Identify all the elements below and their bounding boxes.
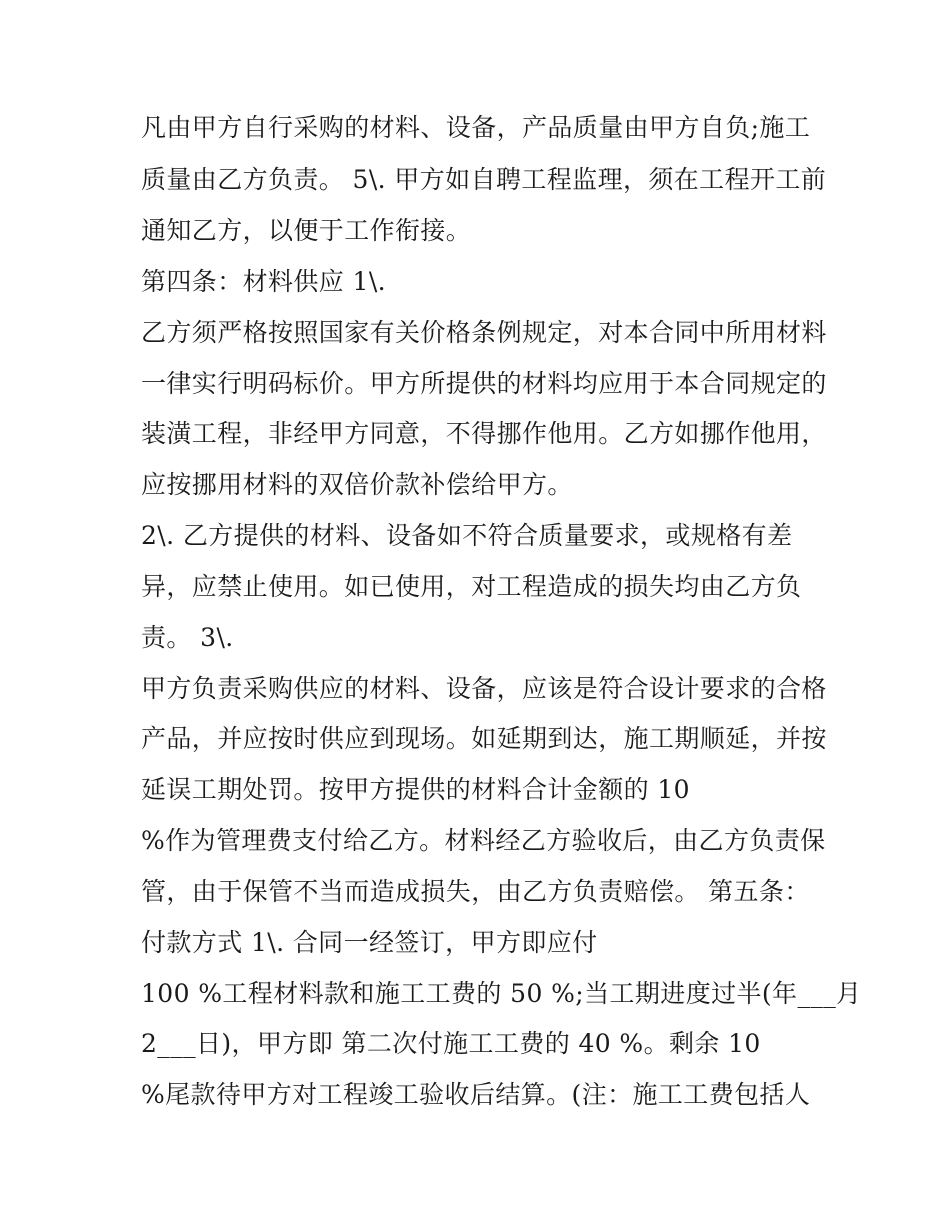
text-line: 产品，并应按时供应到现场。如延期到达，施工期顺延，并按 — [141, 724, 827, 753]
text-line: 管，由于保管不当而造成损失，由乙方负责赔偿。 第五条： — [141, 877, 810, 906]
text-line: 100 %工程材料款和施工工费的 50 %;当工期进度过半(年___月 — [141, 979, 862, 1008]
section-heading: 第四条：材料供应 1\. — [141, 267, 387, 296]
text-line: 2\. 乙方提供的材料、设备如不符合质量要求，或规格有差 — [141, 521, 793, 550]
text-line: 装潢工程，非经甲方同意，不得挪作他用。乙方如挪作他用， — [141, 419, 827, 448]
text-line: 2___日)，甲方即 第二次付施工工费的 40 %。剩余 10 — [141, 1029, 761, 1058]
text-line: 应按挪用材料的双倍价款补偿给甲方。 — [141, 470, 573, 499]
text-line: 延误工期处罚。按甲方提供的材料合计金额的 10 — [141, 775, 690, 804]
text-line: 通知乙方，以便于工作衔接。 — [141, 216, 472, 245]
text-line: 凡由甲方自行采购的材料、设备，产品质量由甲方自负;施工 — [141, 113, 811, 142]
text-line: 付款方式 1\. 合同一经签订，甲方即应付 — [141, 928, 598, 957]
text-line: %作为管理费支付给乙方。材料经乙方验收后，由乙方负责保 — [141, 826, 826, 855]
text-line: %尾款待甲方对工程竣工验收后结算。(注：施工工费包括人 — [141, 1080, 811, 1109]
text-line: 一律实行明码标价。甲方所提供的材料均应用于本合同规定的 — [141, 369, 827, 398]
text-line: 甲方负责采购供应的材料、设备，应该是符合设计要求的合格 — [141, 674, 827, 703]
text-line: 乙方须严格按照国家有关价格条例规定，对本合同中所用材料 — [141, 318, 827, 347]
text-line: 质量由乙方负责。 5\. 甲方如自聘工程监理，须在工程开工前 — [141, 165, 827, 194]
text-line: 异，应禁止使用。如已使用，对工程造成的损失均由乙方负 — [141, 572, 802, 601]
text-line: 责。 3\. — [141, 623, 234, 652]
